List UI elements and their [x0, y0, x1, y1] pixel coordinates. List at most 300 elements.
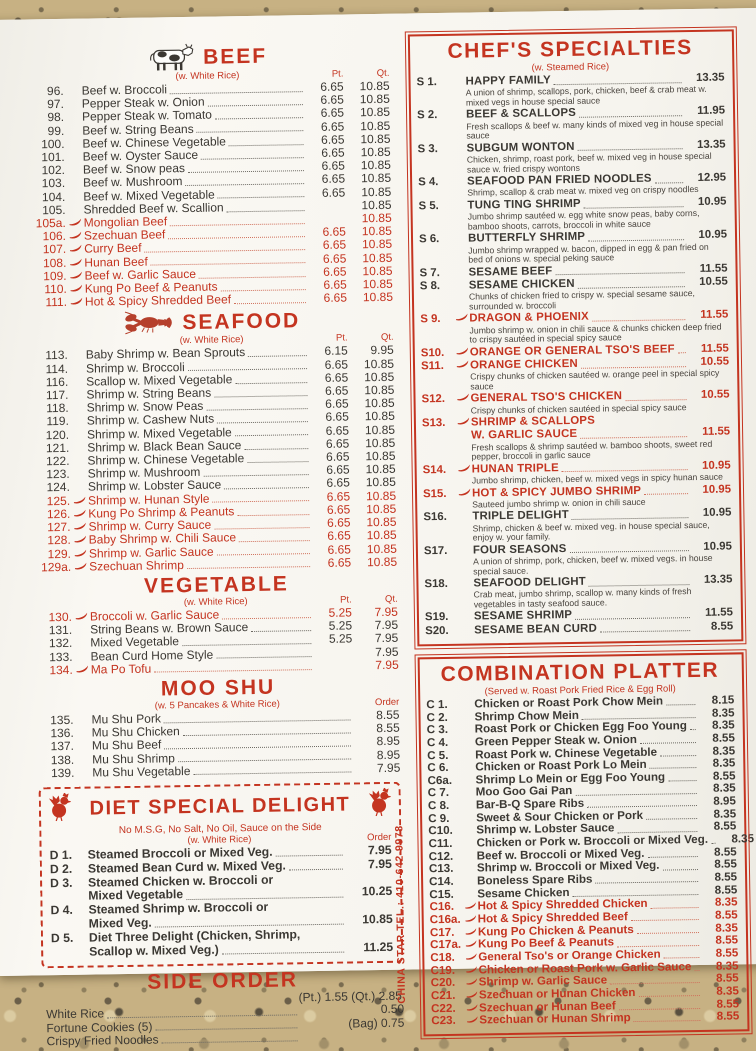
item-description: Fresh scallops & beef w. many kinds of mixed veg in house special sauce [466, 118, 723, 141]
pt-column-label: Pt. [308, 333, 348, 345]
chili-pepper-icon [67, 269, 83, 282]
restaurant-phone-vertical: CHINA STAR TEL.: 410-642-9978 [393, 792, 408, 1004]
item-price: 11.55 [687, 262, 727, 276]
item-name: DRAGON & PHOENIX [469, 311, 591, 326]
item-price: 8.15 [698, 694, 734, 707]
item-quart-price: 10.85 [345, 146, 391, 160]
dot-leader [216, 656, 311, 658]
item-pint-price: 6.65 [306, 81, 344, 95]
item-number: 118. [33, 402, 70, 416]
chili-pepper-icon [74, 663, 90, 676]
item-name: SESAME SHRIMP [474, 609, 574, 624]
item-number: 114. [32, 363, 69, 377]
item-pint-price: 6.65 [308, 239, 346, 253]
moo-shu-section-subtitle: (w. 5 Pancakes & White Rice) [121, 698, 313, 712]
chili-pepper-icon [67, 230, 83, 243]
dot-leader [600, 631, 690, 633]
item-number: C 6. [427, 762, 461, 775]
item-number: S17. [424, 544, 458, 558]
item-price: 8.55 [699, 770, 735, 783]
item-pint-price: 6.65 [311, 424, 349, 438]
item-price: 11.55 [688, 309, 728, 323]
item-quart-price: 10.85 [350, 476, 396, 490]
item-quart-price: 10.85 [347, 291, 393, 305]
item-price [301, 1043, 405, 1045]
item-name: Shrimp w. String Beans [85, 387, 213, 402]
item-number: 139. [38, 767, 75, 781]
item-pint-price: 6.65 [308, 226, 346, 240]
item-name: Kung Po Shrimp & Peanuts [87, 505, 236, 521]
moo-shu-item-list [37, 709, 400, 781]
item-number: S13. [422, 417, 456, 431]
item-price: 11.55 [690, 426, 730, 440]
menu-item-row [424, 574, 732, 611]
item-name: Boneless Spare Ribs [477, 874, 595, 888]
item-name: Sesame Chicken [477, 887, 571, 901]
item-name: Mu Shu Shrimp [91, 752, 177, 767]
item-number: S 7. [419, 267, 453, 281]
vegetable-item-list [36, 606, 399, 678]
item-name: Steamed Shrimp w. Broccoli or [88, 901, 270, 918]
dot-leader [660, 755, 696, 757]
menu-item-row [418, 195, 726, 232]
item-name: Hot & Spicy Shredded Chicken [477, 898, 649, 913]
item-number: C12. [429, 850, 463, 863]
item-pint-price: 6.65 [306, 133, 344, 147]
dot-leader [647, 856, 697, 858]
item-name: BEEF & SCALLOPS [466, 107, 578, 122]
item-pint-price: 5.25 [314, 606, 352, 620]
item-name: HUNAN TRIPLE [472, 462, 561, 477]
chili-pepper-icon [465, 1015, 479, 1028]
item-quart-price: 10.85 [349, 450, 395, 464]
item-quart-price: 10.85 [349, 423, 395, 437]
item-pint-price: 6.65 [307, 186, 345, 200]
dot-leader [617, 945, 699, 947]
item-number: S18. [424, 578, 458, 592]
beef-section-subtitle: (w. White Rice) [111, 69, 303, 83]
item-number: C13. [429, 863, 463, 876]
item-name: Mu Shu Beef [91, 739, 164, 753]
item-number: 100. [28, 138, 65, 152]
item-number: D 4. [50, 904, 88, 918]
item-pint-price: 6.65 [311, 398, 349, 412]
item-number: S16. [423, 511, 457, 525]
item-number: S 2. [417, 109, 451, 123]
qt-column-label: Qt. [352, 594, 398, 606]
item-pint-price: 6.65 [310, 358, 348, 372]
menu-item-row [418, 138, 726, 175]
item-price: 8.35 [700, 783, 736, 796]
item-number: 132. [36, 637, 73, 651]
dot-leader [188, 170, 304, 173]
item-number: S 5. [418, 200, 452, 214]
item-number: 98. [28, 111, 65, 125]
item-number: S20. [425, 624, 459, 638]
item-number: 131. [36, 624, 73, 638]
item-number: 110. [31, 283, 68, 297]
item-name: Broccoli w. Garlic Sauce [89, 608, 222, 623]
item-quart-price: 10.85 [344, 119, 390, 133]
section-chefs-specialties [408, 29, 744, 646]
item-description: Chunks of chicken fried to crispy w. special sesame sauce, surrounded w. broccoli [469, 289, 726, 312]
dot-leader [664, 957, 700, 959]
item-name: Shrimp w. Mushroom [87, 466, 203, 481]
item-name: Sweet & Sour Chicken or Pork [476, 810, 645, 825]
item-description: A union of shrimp, pork, chicken, beef w. mixed vegs. in house special sauce. [473, 553, 730, 576]
seafood-section-title: SEAFOOD [182, 309, 300, 334]
item-pint-price [315, 672, 353, 673]
item-price: 8.55 [353, 709, 399, 723]
section-combination-platter [418, 652, 750, 1036]
item-name: HAPPY FAMILY [465, 74, 553, 89]
chili-pepper-icon [464, 939, 478, 952]
item-name: Shrimp w. Lobster Sauce [87, 479, 224, 494]
lobster-icon [124, 310, 174, 337]
dot-leader [663, 869, 698, 871]
item-description: Jumbo shrimp w. onion in chili sauce & chunks chicken deep fried to crispy sautéed in special spicy sauce [469, 322, 726, 345]
combination-platter-title: COMBINATION PLATTER [426, 658, 734, 687]
item-number: C16. [429, 901, 463, 914]
item-name: Green Pepper Steak w. Onion [475, 734, 639, 749]
item-number: 127. [34, 521, 71, 535]
dot-leader [229, 144, 304, 146]
menu-page-paper [0, 8, 756, 976]
item-number: 121. [33, 442, 70, 456]
item-price: 13.35 [685, 138, 725, 152]
right-column [405, 26, 753, 1039]
dot-leader [224, 487, 309, 489]
dot-leader [575, 617, 690, 620]
item-name: Shrimp Lo Mein or Egg Foo Young [475, 771, 667, 787]
section-beef [27, 40, 393, 310]
item-name: Kung Po Beef & Peanuts [84, 281, 220, 296]
item-price: 8.55 [693, 620, 733, 634]
item-name: Chicken or Roast Pork Chow Mein [474, 695, 665, 711]
item-name: Steamed Bean Curd w. Mixed Veg. [88, 859, 288, 876]
item-number: 125. [34, 495, 71, 509]
menu-item-row [416, 72, 724, 109]
item-name: TUNG TING SHRIMP [467, 198, 583, 213]
item-pint-price: 5.25 [314, 620, 352, 634]
dot-leader [193, 772, 351, 775]
item-quart-price: 10.85 [348, 357, 394, 371]
item-quart-price: 7.95 [353, 658, 399, 672]
item-price: 10.85 [347, 913, 393, 928]
item-name: Chicken or Roast Pork Lo Mein [475, 759, 649, 774]
diet-section-title: DIET SPECIAL DELIGHT [89, 793, 350, 820]
dot-leader [596, 881, 699, 884]
dot-leader [197, 130, 304, 133]
item-quart-price: 10.85 [346, 238, 392, 252]
item-name: Fortune Cookies (5) [42, 1020, 154, 1035]
item-description: Fresh scallops & shrimp sautéed w. bamboo shoots, sweet red pepper, broccoli in garlic sauce [471, 439, 728, 462]
item-number: 96. [28, 85, 65, 99]
order-column-label: Order [305, 832, 391, 844]
item-name: Hot & Spicy Shredded Beef [84, 294, 233, 310]
dot-leader [234, 302, 306, 304]
chili-pepper-icon [71, 494, 87, 507]
item-number: C14. [429, 876, 463, 889]
item-name: Beef w. Broccoli [81, 83, 170, 98]
item-number: 137. [38, 740, 75, 754]
chili-pepper-icon [68, 296, 84, 309]
dot-leader [203, 474, 308, 477]
item-quart-price: 10.85 [351, 529, 397, 543]
item-price: 8.35 [699, 745, 735, 758]
item-number: D 3. [50, 876, 88, 890]
item-number: 105a. [30, 217, 67, 231]
item-pint-price: 6.15 [310, 345, 348, 359]
item-name: Pepper Steak w. Tomato [81, 109, 214, 124]
item-quart-price: 10.85 [344, 106, 390, 120]
item-number: 109. [30, 270, 67, 284]
chili-pepper-icon [457, 487, 472, 500]
menu-item-row [421, 389, 729, 417]
item-quart-price: 10.85 [350, 489, 396, 503]
item-name: Shrimp Chow Mein [474, 709, 581, 723]
item-number: 138. [38, 753, 75, 767]
dot-leader [206, 408, 307, 411]
item-name-line2: Scallop w. Mixed Veg.) [89, 943, 221, 959]
item-number: C21. [431, 990, 465, 1003]
item-quart-price: 7.95 [352, 632, 398, 646]
dot-leader [239, 540, 310, 542]
chili-pepper-icon [457, 463, 472, 476]
item-pint-price: 6.65 [313, 556, 351, 570]
item-price: 11.55 [693, 607, 733, 621]
item-number: 123. [34, 468, 71, 482]
dot-leader [201, 157, 304, 160]
item-number: S 6. [419, 233, 453, 247]
item-pint-price: 6.65 [306, 107, 344, 121]
item-name: Roast Pork or Chicken Egg Foo Young [475, 720, 689, 736]
item-name: Beef w. Garlic Sauce [83, 268, 198, 283]
dot-leader [588, 239, 684, 242]
side-order-section-title: SIDE ORDER [147, 969, 298, 994]
item-number: 102. [29, 164, 66, 178]
item-quart-price: 10.85 [346, 212, 392, 226]
menu-item-row [421, 355, 729, 392]
item-name: Beef w. Oyster Sauce [82, 149, 201, 164]
item-name: Shrimp w. Snow Peas [86, 400, 206, 415]
item-number: 126. [34, 508, 71, 522]
item-number: S 8. [420, 280, 454, 294]
item-price: 8.35 [700, 808, 736, 821]
chefs-specialties-item-list [416, 72, 733, 639]
item-price: 8.55 [702, 909, 738, 922]
section-vegetable [35, 571, 399, 678]
item-number: C22. [431, 1002, 465, 1015]
item-name-line2: Mixed Vegetable [88, 888, 185, 903]
dot-leader [155, 1028, 297, 1031]
item-number: D 1. [50, 849, 88, 863]
item-name: SESAME CHICKEN [469, 278, 577, 293]
item-pint-price: 5.25 [314, 633, 352, 647]
item-number: 133. [36, 650, 73, 664]
item-description: Jumbo shrimp wrapped w. bacon, dipped in egg & pan fried on bed of onions w. special peking sauce [468, 242, 725, 265]
item-quart-price: 10.85 [345, 159, 391, 173]
item-price: 12.95 [686, 172, 726, 186]
dot-leader [221, 289, 306, 291]
item-price: 8.55 [699, 732, 735, 745]
item-quart-price: 10.85 [350, 463, 396, 477]
item-description: Shrimp, scallop & crab meat w. mixed veg on crispy noodles [467, 185, 724, 199]
menu-item-row [417, 105, 725, 142]
item-price: 13.35 [684, 72, 724, 86]
dot-leader [244, 448, 308, 450]
item-number: C10. [428, 825, 462, 838]
dot-leader [217, 421, 308, 423]
dot-leader [678, 353, 686, 354]
item-number: 129a. [35, 561, 72, 575]
item-description: Jumbo shrimp, chicken, beef w. mixed vegs in spicy hunan sauce [472, 472, 729, 486]
item-quart-price: 10.85 [349, 397, 395, 411]
menu-item-row [423, 459, 731, 487]
item-number: C 2. [426, 711, 460, 724]
item-pint-price: 6.65 [310, 385, 348, 399]
item-price: 11.25 [347, 940, 393, 955]
item-name: Bean Curd Home Style [89, 648, 215, 663]
item-name: Ma Po Tofu [90, 662, 154, 676]
item-price: 8.95 [354, 735, 400, 749]
item-number: 105. [29, 204, 66, 218]
menu-item-row [419, 229, 727, 266]
item-description: A union of shrimp, scallops, pork, chicken, beef & crab meat w. mixed vegs in house special sauce [466, 85, 723, 108]
rooster-icon [369, 788, 392, 821]
item-description: Crispy chunks of chicken sautéed in special spicy sauce [471, 402, 728, 416]
item-name: Shrimp w. Curry Sauce [87, 519, 213, 534]
item-quart-price: 9.95 [348, 344, 394, 358]
item-name: ORANGE CHICKEN [470, 358, 580, 373]
item-name: Shrimp w. Broccoli [85, 361, 187, 376]
dot-leader [666, 704, 695, 705]
item-quart-price: 10.85 [350, 503, 396, 517]
item-name: Mongolian Beef [83, 215, 170, 230]
item-pint-price: 6.65 [313, 530, 351, 544]
item-number: C19. [430, 964, 464, 977]
chefs-specialties-subtitle: (w. Steamed Rice) [416, 60, 724, 76]
dot-leader [168, 236, 305, 239]
chili-pepper-icon [72, 547, 88, 560]
item-pint-price: 6.65 [312, 490, 350, 504]
item-price: 8.95 [354, 748, 400, 762]
dot-leader [650, 767, 697, 769]
item-price: 8.55 [702, 935, 738, 948]
item-price: (Bag) 0.75 [300, 1016, 404, 1031]
item-number: 106. [30, 230, 67, 244]
item-price: 7.95 [354, 761, 400, 775]
dot-leader [182, 643, 311, 646]
item-price: 8.55 [354, 722, 400, 736]
item-name: SHRIMP & SCALLOPS [471, 415, 597, 430]
item-name: Baby Shrimp w. Bean Sprouts [85, 347, 248, 363]
item-quart-price: 10.85 [351, 542, 397, 556]
item-pint-price: 6.65 [311, 437, 349, 451]
item-price: 8.55 [701, 872, 737, 885]
item-price: 10.95 [691, 459, 731, 473]
item-number: S14. [423, 463, 457, 477]
item-price: 8.55 [703, 973, 739, 986]
item-name: SEAFOOD PAN FRIED NOODLES [467, 173, 654, 189]
item-pint-price: 6.65 [306, 94, 344, 108]
item-name: Mixed Vegetable [89, 635, 181, 650]
item-number: S10. [421, 347, 455, 361]
dot-leader [248, 355, 307, 357]
item-name: Beef w. Mixed Vegetable [82, 188, 217, 203]
item-price: 8.35 [718, 833, 754, 846]
dot-leader [625, 399, 686, 401]
item-number: C20. [431, 977, 465, 990]
item-name-line2: W. GARLIC SAUCE [471, 428, 579, 443]
dot-leader [644, 493, 688, 495]
chili-pepper-icon [464, 926, 478, 939]
dot-leader [217, 553, 310, 555]
item-number: S 3. [418, 143, 452, 157]
item-number: C 9. [428, 813, 462, 826]
item-name: Steamed Broccoli or Mixed Veg. [88, 846, 275, 863]
item-name: Beef w. Snow peas [82, 162, 187, 177]
item-description: Sauteed jumbo shrimp w. onion in chili sauce [472, 496, 729, 510]
dot-leader [208, 104, 303, 106]
item-name: Shrimp w. Hunan Style [87, 492, 212, 507]
item-name: Shrimp w. Cashew Nuts [86, 413, 217, 428]
dot-leader [214, 527, 309, 529]
section-seafood [31, 306, 397, 574]
item-quart-price: 10.85 [348, 371, 394, 385]
item-name: Baby Shrimp w. Chili Sauce [88, 532, 239, 548]
item-description: Chicken, shrimp, roast pork, beef w. mixed veg in house special sauce w. fried crispy wontons [467, 152, 724, 175]
chili-pepper-icon [72, 560, 88, 573]
item-number: C 8. [428, 800, 462, 813]
item-quart-price: 10.85 [345, 199, 391, 213]
chili-pepper-icon [67, 217, 83, 230]
item-number: C 7. [428, 787, 462, 800]
chili-pepper-icon [455, 393, 470, 406]
item-number: S 9. [420, 313, 454, 327]
item-name: Bar-B-Q Spare Ribs [476, 798, 586, 812]
dot-leader [619, 1008, 700, 1010]
order-column-label: Order [313, 697, 399, 709]
item-number: S 4. [418, 176, 452, 190]
item-name: Szechuan Beef [83, 229, 168, 244]
item-price: 8.55 [701, 884, 737, 897]
item-pint-price: 6.65 [307, 173, 345, 187]
item-quart-price: 10.85 [346, 265, 392, 279]
dot-leader [188, 368, 307, 371]
item-name: Chicken or Pork w. Broccoli or Mixed Veg. [476, 834, 710, 850]
item-price: 11.55 [689, 342, 729, 356]
item-number: S19. [425, 611, 459, 625]
item-name: Shrimp w. Black Bean Sauce [86, 439, 243, 455]
item-number: C11. [428, 838, 462, 851]
item-number: C18. [430, 952, 464, 965]
item-number: 116. [32, 376, 69, 390]
item-price: 11.95 [685, 105, 725, 119]
item-pint-price: 6.65 [308, 265, 346, 279]
item-number: C23. [431, 1015, 465, 1028]
seafood-section-subtitle: (w. White Rice) [116, 334, 308, 348]
diet-section-subtitle: (w. White Rice) [133, 833, 305, 847]
dot-leader [638, 995, 699, 997]
item-name: Moo Goo Gai Pan [476, 785, 575, 799]
item-price: 8.35 [703, 985, 739, 998]
item-name: Szechuan or Hunan Chicken [479, 987, 638, 1002]
item-pint-price: 6.65 [311, 451, 349, 465]
combination-platter-item-list [426, 694, 739, 1028]
item-name: SESAME BEAN CURD [474, 622, 599, 637]
dot-leader [690, 729, 696, 730]
